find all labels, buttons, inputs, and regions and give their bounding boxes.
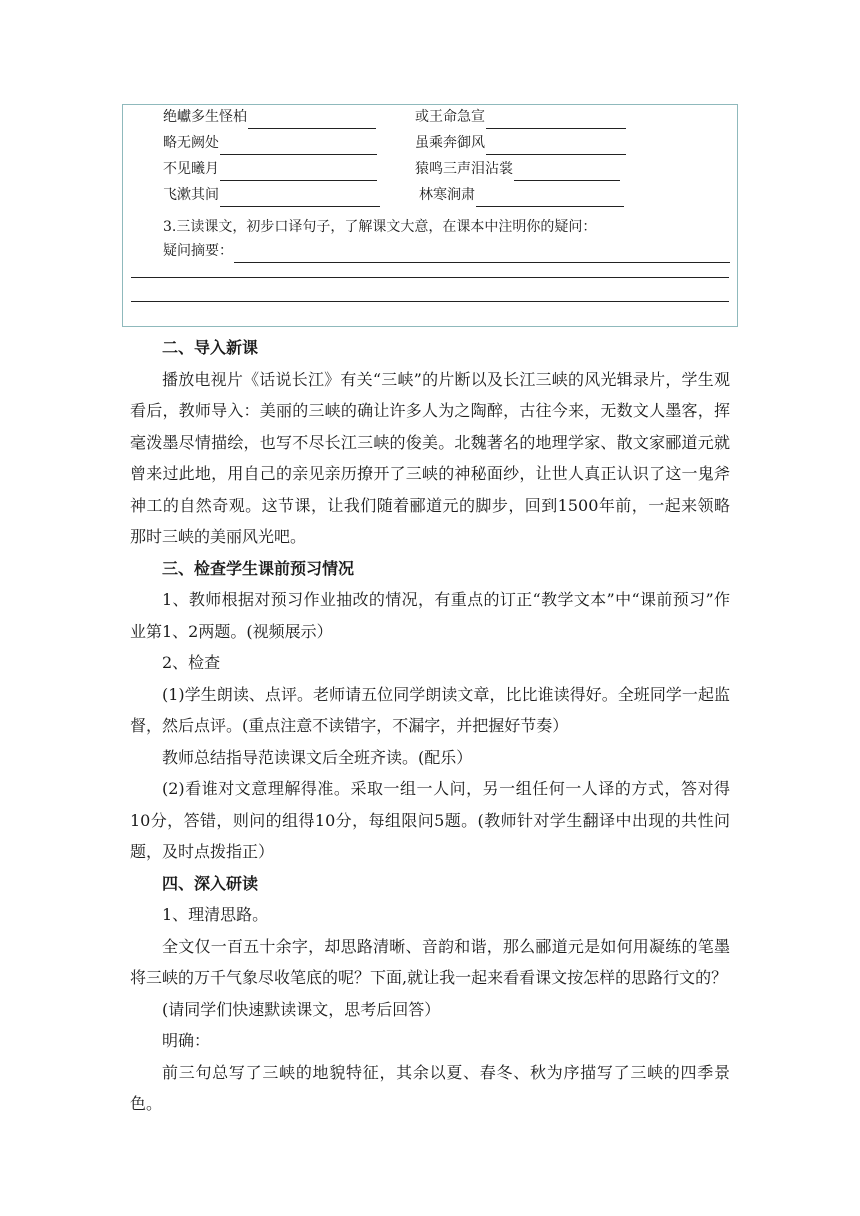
- paragraph: 1、理清思路。: [162, 905, 269, 924]
- vocab-word: 不见曦月: [163, 161, 219, 177]
- paragraph: 1、教师根据对预习作业抽改的情况，有重点的订正“教学文本”中“课前预习”作业第1、2两题。(视频展示）: [130, 590, 730, 641]
- answer-blank[interactable]: [476, 190, 624, 207]
- vocab-row: [163, 157, 723, 181]
- answer-line[interactable]: [131, 301, 729, 302]
- section-heading: 二、导入新课: [162, 338, 259, 357]
- question-summary: [163, 239, 730, 263]
- question-summary-label: 疑问摘要：: [163, 243, 233, 259]
- vocab-word: 略无阙处: [163, 135, 219, 151]
- vocab-word: 猿鸣三声泪沾裳: [415, 161, 513, 177]
- answer-blank[interactable]: [486, 138, 626, 155]
- vocab-word: 虽乘奔御风: [415, 135, 485, 151]
- vocab-row: [163, 105, 723, 129]
- paragraph: 2、检查: [162, 653, 221, 672]
- answer-blank[interactable]: [220, 138, 377, 155]
- paragraph: (1)学生朗读、点评。老师请五位同学朗读文章，比比谁读得好。全班同学一起监督，然后点评。(重点注意不读错字，不漏字，并把握好节奏）: [130, 684, 730, 735]
- answer-blank[interactable]: [220, 164, 377, 181]
- vocab-word: 或王命急宣: [415, 109, 485, 125]
- paragraph: (请同学们快速默读课文，思考后回答）: [162, 999, 441, 1019]
- section-heading: 三、检查学生课前预习情况: [162, 558, 355, 578]
- answer-blank[interactable]: [248, 112, 376, 129]
- paragraph: 明确：: [162, 1031, 211, 1050]
- paragraph: 全文仅一百五十余字，却思路清晰、音韵和谐，那么郦道元是如何用凝练的笔墨将三峡的万千气象尽收笔底的呢？下面,就让我一起来看看课文按怎样的思路行文的？: [130, 936, 730, 987]
- answer-blank[interactable]: [486, 112, 626, 129]
- paragraph: 前三句总写了三峡的地貌特征，其余以夏、春冬、秋为序描写了三峡的四季景色。: [130, 1062, 730, 1113]
- vocab-word: 绝巘多生怪柏: [163, 109, 247, 125]
- answer-blank[interactable]: [514, 164, 620, 181]
- answer-blank[interactable]: [220, 190, 380, 207]
- vocab-word: 林寒涧肃: [419, 187, 475, 203]
- section-heading: 四、深入研读: [162, 873, 259, 893]
- task-3-instruction: 3.三读课文，初步口译句子，了解课文大意，在课本中注明你的疑问：: [163, 219, 597, 235]
- lesson-body: [130, 332, 730, 1120]
- vocab-row: [163, 131, 723, 155]
- question-summary-field[interactable]: [234, 246, 730, 263]
- paragraph: (2)看谁对文意理解得准。采取一组一人问，另一组任何一人译的方式，答对得10分，答错，则问的组得10分，每组限问5题。(教师针对学生翻译中出现的共性问题，及时点拨指正）: [130, 779, 730, 861]
- paragraph: 播放电视片《话说长江》有关“三峡”的片断以及长江三峡的风光辑录片，学生观看后，教师导入：美丽的三峡的确让许多人为之陶醉，古往今来，无数文人墨客，挥毫泼墨尽情描绘，也写不尽长江三峡的俊美。北魏著名的地理学家、散文家郦道元就曾来过此地，用自己的亲见亲历撩开了三峡的神秘面纱，让世人真正认识了这一鬼斧神工的自然奇观。这节课，让我们随着郦道元的脚步，回到1500年前，一起来领略那时三峡的美丽风光吧。: [130, 369, 730, 546]
- preview-box: [122, 104, 738, 327]
- vocab-row: [163, 183, 723, 207]
- answer-line[interactable]: [131, 277, 729, 278]
- paragraph: 教师总结指导范读课文后全班齐读。(配乐）: [162, 747, 473, 767]
- vocab-word: 飞漱其间: [163, 187, 219, 203]
